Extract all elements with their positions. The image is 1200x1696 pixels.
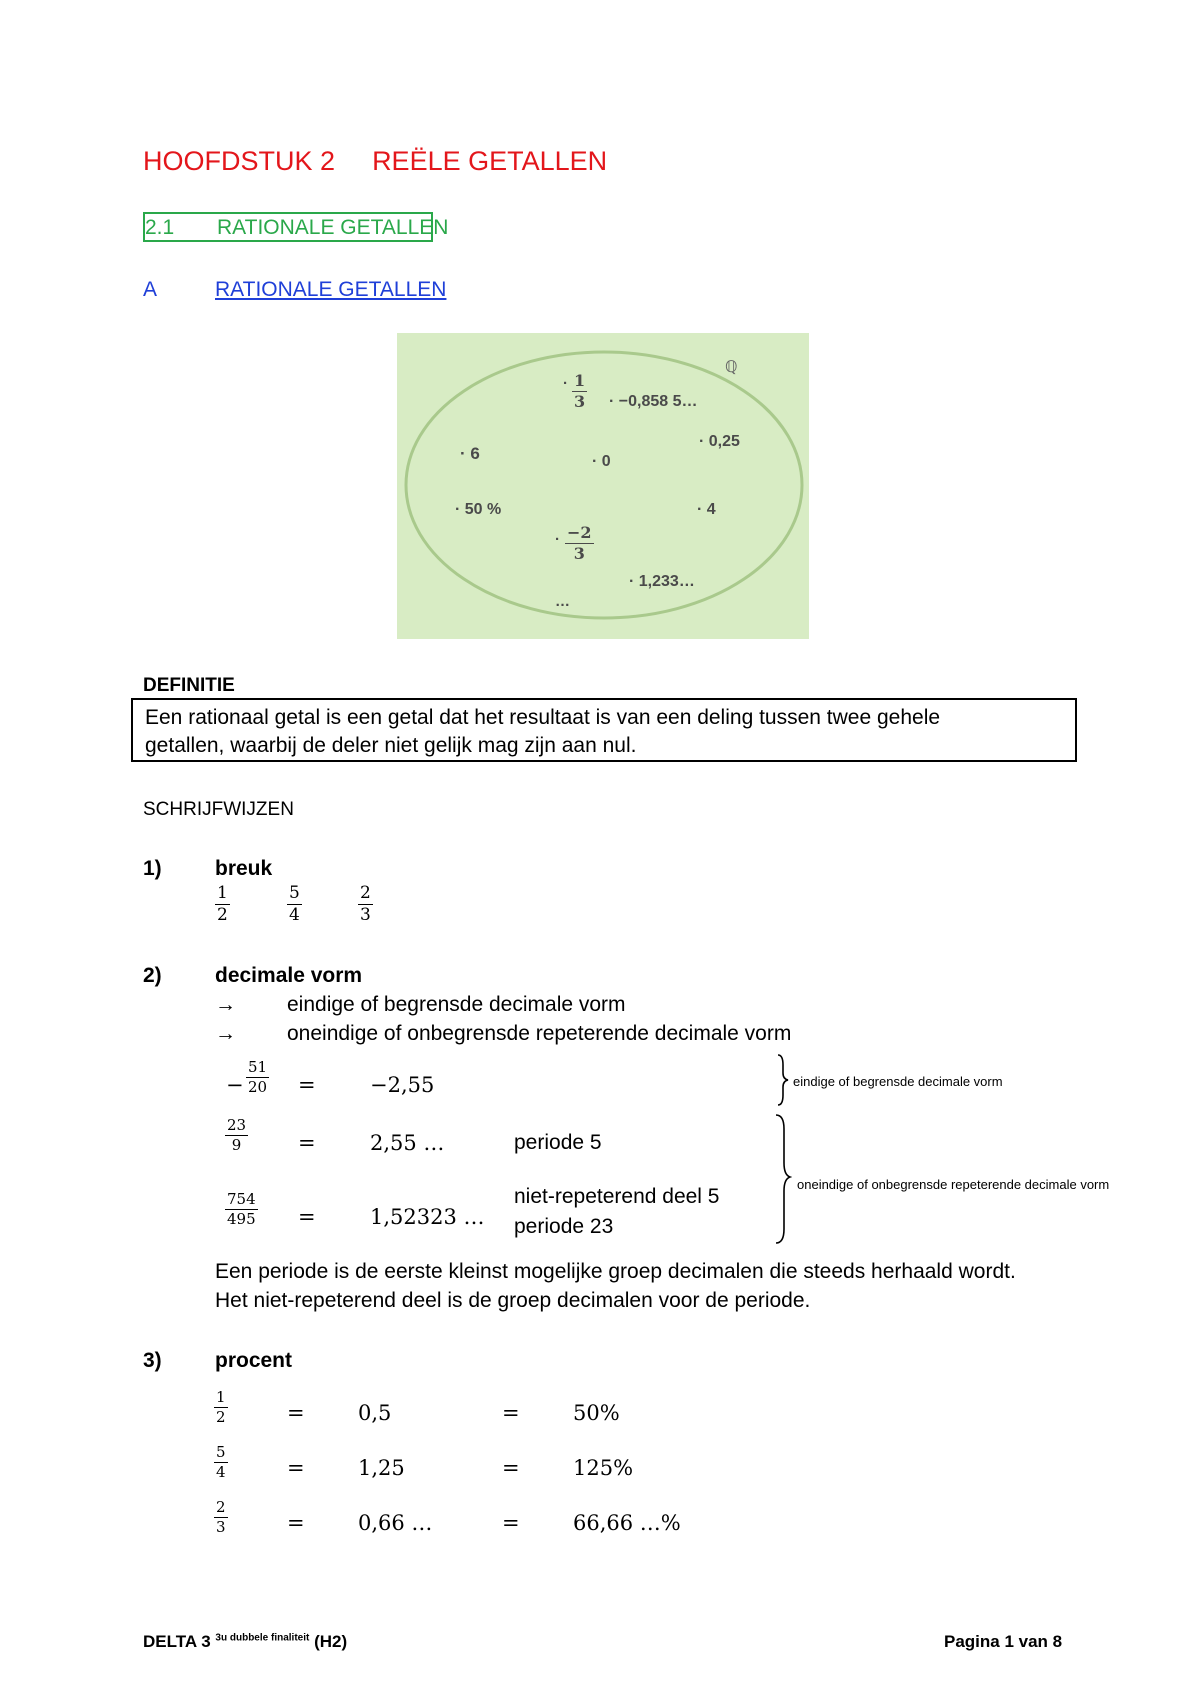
- diagram-item: · 50 %: [455, 501, 502, 518]
- percent-value: 125%: [573, 1456, 634, 1480]
- footer-superscript: 3u dubbele finaliteit: [215, 1632, 310, 1644]
- decimal-value: 1,52323 …: [370, 1205, 485, 1229]
- equals-sign: =: [298, 1073, 316, 1097]
- decimal-fraction: $\frac{23}{9}$: [227, 1116, 247, 1154]
- equals-sign: =: [502, 1401, 520, 1425]
- subsection-letter: A: [143, 278, 158, 301]
- footer-left: [143, 1632, 347, 1652]
- definition-box: [131, 698, 1077, 762]
- chapter-title: [143, 146, 607, 177]
- decimal-note: periode 5: [514, 1131, 602, 1154]
- equals-sign: =: [298, 1131, 316, 1155]
- section-title: RATIONALE GETALLEN: [217, 216, 449, 239]
- percent-fraction: $\frac{2}{3}$: [216, 1498, 226, 1536]
- footer-chapter: (H2): [314, 1632, 348, 1651]
- diagram-item: · 0,25: [699, 433, 740, 450]
- decimal-bullet: oneindige of onbegrensde repeterende decimale vorm: [287, 1022, 792, 1045]
- subsection-title[interactable]: RATIONALE GETALLEN: [215, 278, 447, 301]
- breuk-fraction: $\frac{2}{3}$: [360, 883, 371, 925]
- equals-sign: =: [502, 1511, 520, 1535]
- breuk-fraction: $\frac{1}{2}$: [217, 883, 228, 925]
- diagram-item: · 4: [697, 501, 716, 518]
- diagram-background: [397, 333, 809, 639]
- percent-decimal: 0,5: [358, 1401, 392, 1425]
- non-repeating-explanation: Het niet-repeterend deel is de groep decimalen voor de periode.: [215, 1289, 811, 1312]
- equals-sign: =: [298, 1205, 316, 1229]
- decimal-title: decimale vorm: [215, 964, 363, 987]
- diagram-svg: [397, 333, 809, 639]
- diagram-item: · 0: [592, 453, 611, 470]
- footer-page-number: Pagina 1 van 8: [944, 1632, 1063, 1651]
- equals-sign: =: [502, 1456, 520, 1480]
- brace-label-finite: eindige of begrensde decimale vorm: [793, 1074, 1003, 1089]
- diagram-item: · 6: [460, 444, 480, 463]
- decimal-note: niet-repeterend deel 5: [514, 1185, 720, 1208]
- decimal-value: 2,55 …: [370, 1131, 445, 1155]
- arrow-icon: →: [215, 1022, 236, 1045]
- diagram-item: · 1,233…: [629, 573, 695, 590]
- decimal-note: periode 23: [514, 1215, 614, 1238]
- decimal-bullet: eindige of begrensde decimale vorm: [287, 993, 626, 1016]
- diagram-fraction-one-third: $\frac{1}{3}$: [574, 371, 586, 411]
- period-explanation: Een periode is de eerste kleinst mogelijke groep decimalen die steeds herhaald wordt.: [215, 1260, 1016, 1283]
- breuk-fraction: $\frac{5}{4}$: [289, 883, 300, 925]
- chapter-name: REËLE GETALLEN: [372, 146, 608, 176]
- arrow-icon: →: [215, 993, 236, 1016]
- percent-decimal: 0,66 …: [358, 1511, 433, 1535]
- diagram-fraction-minus-two-thirds: $\frac{-2}{3}$: [567, 523, 592, 563]
- percent-title: procent: [215, 1349, 293, 1372]
- percent-fraction: $\frac{1}{2}$: [216, 1388, 226, 1426]
- item-number-2: 2): [143, 964, 162, 987]
- decimal-fraction: $\frac{754}{495}$: [227, 1190, 256, 1228]
- definition-line-1: Een rationaal getal is een getal dat het resultaat is van een deling tussen twee gehele: [145, 706, 941, 729]
- percent-value: 66,66 …%: [573, 1511, 681, 1535]
- section-number: 2.1: [145, 216, 175, 239]
- decimal-fraction: $\frac{51}{20}$: [248, 1058, 268, 1096]
- set-symbol-q: ℚ: [725, 359, 738, 376]
- diagram-ellipsis: …: [555, 593, 570, 610]
- item-number-1: 1): [143, 857, 162, 880]
- section-heading: [143, 212, 449, 242]
- breuk-title: breuk: [215, 857, 273, 880]
- percent-value: 50%: [573, 1401, 620, 1425]
- percent-fraction: $\frac{5}{4}$: [216, 1443, 226, 1481]
- definition-heading: DEFINITIE: [143, 675, 235, 696]
- equals-sign: =: [287, 1456, 305, 1480]
- percent-decimal: 1,25: [358, 1456, 405, 1480]
- definition-line-2: getallen, waarbij de deler niet gelijk mag zijn aan nul.: [145, 734, 637, 757]
- diagram-dot: ·: [563, 375, 568, 392]
- item-number-3: 3): [143, 1349, 162, 1372]
- rational-numbers-diagram: [397, 333, 809, 639]
- diagram-dot: ·: [555, 531, 560, 548]
- brace-icon: [772, 1053, 792, 1253]
- minus-sign: −: [226, 1073, 244, 1097]
- decimal-value: −2,55: [370, 1073, 435, 1097]
- footer-book: DELTA 3: [143, 1632, 211, 1651]
- chapter-number: HOOFDSTUK 2: [143, 146, 336, 176]
- equals-sign: =: [287, 1511, 305, 1535]
- notations-heading: SCHRIJFWIJZEN: [143, 799, 294, 820]
- brace-label-repeating: oneindige of onbegrensde repeterende decimale vorm: [797, 1177, 1110, 1192]
- diagram-item: · −0,858 5…: [609, 393, 698, 410]
- equals-sign: =: [287, 1401, 305, 1425]
